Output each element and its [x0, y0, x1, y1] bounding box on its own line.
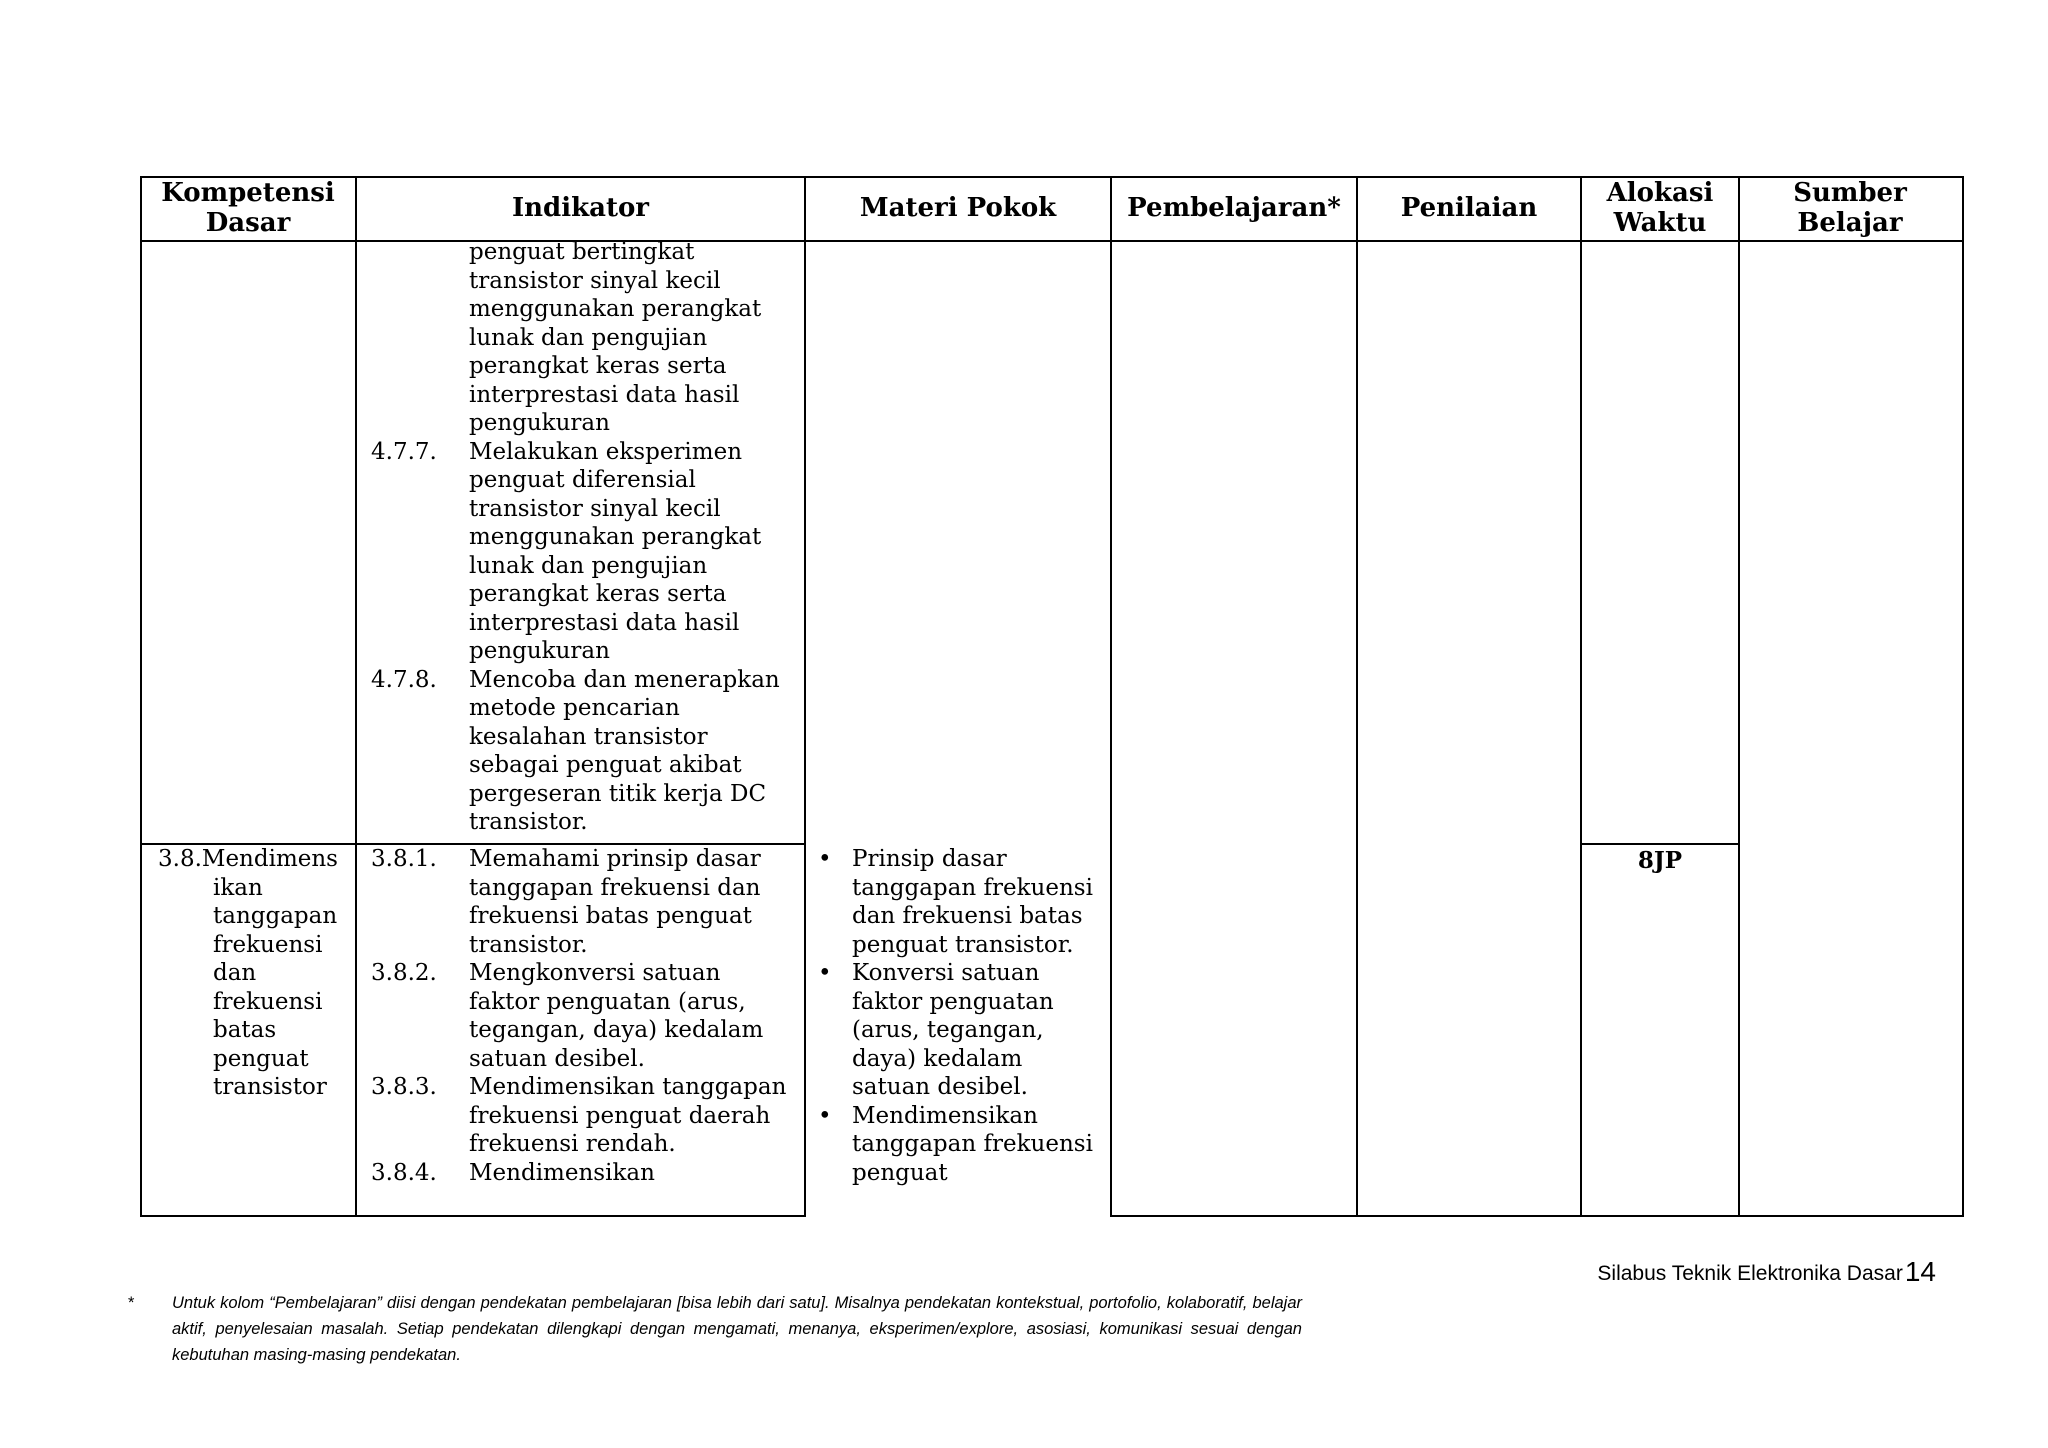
indikator-number: 3.8.1.	[371, 846, 437, 872]
indikator-item	[371, 238, 791, 438]
document-title: Silabus Teknik Elektronika Dasar	[1597, 1262, 1903, 1285]
indikator-item	[371, 1073, 791, 1159]
indikator-number: 4.7.7.	[371, 438, 437, 465]
bullet-icon: •	[818, 1102, 832, 1129]
page-footer	[1597, 1256, 1936, 1288]
indikator-text: Mendimensikan	[469, 1159, 655, 1186]
bullet-icon: •	[818, 960, 832, 986]
indikator-text: Mengkonversi satuan faktor penguatan (arus, tegangan, daya) kedalam satuan desibel.	[469, 960, 764, 1072]
page-number: 14	[1904, 1256, 1936, 1287]
indikator-item	[371, 959, 791, 1073]
syllabus-table	[140, 176, 1964, 1217]
indikator-item	[371, 438, 791, 666]
header-alokasi: Alokasi Waktu	[1606, 178, 1714, 238]
header-penilaian: Penilaian	[1400, 193, 1538, 223]
indikator-text: Memahami prinsip dasar tanggapan frekuensi dan frekuensi batas penguat transistor.	[469, 846, 761, 958]
footnote-text: Untuk kolom “Pembelajaran” diisi dengan pendekatan pembelajaran [bisa lebih dari satu]. Misalnya pendekatan kontekstual, portofolio, kolaboratif, belajar aktif, penyelesaian masalah. Setiap pendekatan dilengkapi dengan mengamati, menanya, eksperimen/explore, asosiasi, komunikasi sesuai dengan kebutuhan masing-masing pendekatan.	[172, 1294, 1302, 1364]
indikator-text: Melakukan eksperimen penguat diferensial transistor sinyal kecil menggunakan perangkat lunak dan pengujian perangkat keras serta interprestasi data hasil pengukuran	[469, 438, 762, 664]
indikator-item	[371, 845, 791, 959]
materi-item	[806, 959, 1102, 1102]
alokasi-waktu-value: 8JP	[1637, 847, 1683, 874]
indikator-item	[371, 1159, 791, 1188]
header-pembelajaran: Pembelajaran*	[1127, 193, 1341, 223]
header-sumber: Sumber Belajar	[1793, 178, 1907, 238]
header-indikator: Indikator	[511, 193, 650, 223]
kompetensi-dasar-3-8	[158, 845, 358, 1102]
materi-text: Mendimensikan tanggapan frekuensi penguat	[852, 1102, 1093, 1186]
materi-item	[806, 1102, 1102, 1188]
kompetensi-text: ikan tanggapan frekuensi dan frekuensi batas penguat transistor	[213, 874, 338, 1100]
bullet-icon: •	[818, 846, 832, 872]
indikator-text: penguat bertingkat transistor sinyal kecil menggunakan perangkat lunak dan pengujian perangkat keras serta interprestasi data hasil pengukuran	[469, 239, 762, 436]
indikator-number: 4.7.8.	[371, 666, 437, 693]
indikator-number: 3.8.3.	[371, 1074, 437, 1100]
indikator-item	[371, 666, 791, 837]
indikator-number: 3.8.2.	[371, 960, 437, 986]
materi-text: Prinsip dasar tanggapan frekuensi dan frekuensi batas penguat transistor.	[852, 846, 1093, 958]
header-kompetensi: Kompetensi Dasar	[161, 178, 335, 238]
indikator-text: Mendimensikan tanggapan frekuensi penguat daerah frekuensi rendah.	[469, 1074, 787, 1157]
footnote-marker: *	[128, 1294, 135, 1312]
indikator-list-row1	[371, 238, 791, 837]
footnote	[128, 1290, 1302, 1368]
materi-item	[806, 845, 1102, 959]
materi-list	[806, 845, 1102, 1187]
materi-text: Konversi satuan faktor penguatan (arus, tegangan, daya) kedalam satuan desibel.	[852, 960, 1054, 1100]
indikator-list-row2	[371, 845, 791, 1187]
indikator-text: Mencoba dan menerapkan metode pencarian kesalahan transistor sebagai penguat akibat pergeseran titik kerja DC transistor.	[469, 666, 780, 835]
kompetensi-code: 3.8.Mendimens	[158, 846, 338, 872]
indikator-number: 3.8.4.	[371, 1159, 437, 1186]
header-materi: Materi Pokok	[859, 193, 1057, 223]
